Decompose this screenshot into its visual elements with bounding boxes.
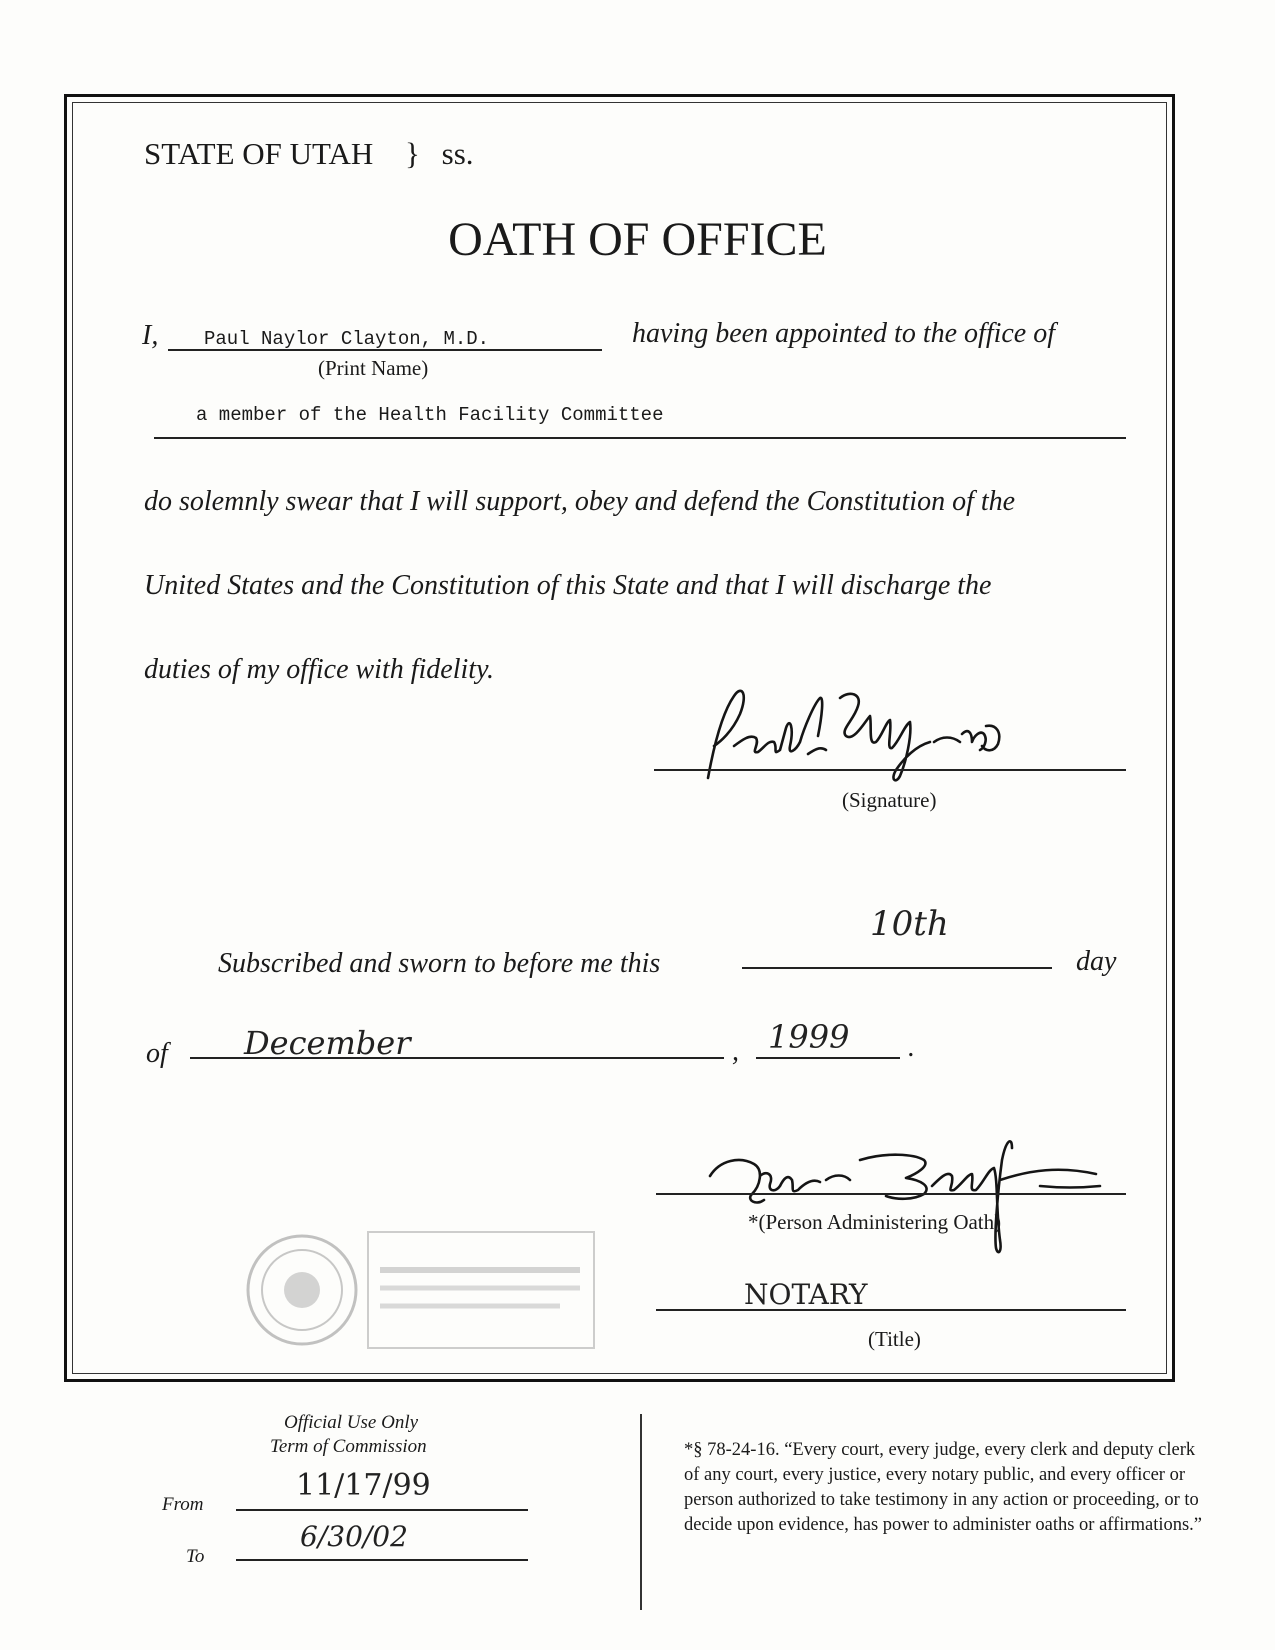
day-value: 10th xyxy=(870,904,949,944)
from-line xyxy=(236,1509,528,1511)
day-label: day xyxy=(1076,946,1117,977)
notary-stamp xyxy=(240,1226,600,1354)
date-period: . xyxy=(908,1032,915,1063)
office-value: a member of the Health Facility Committee xyxy=(196,404,664,426)
handwritten-signature-notary xyxy=(700,1130,1110,1260)
month-line xyxy=(190,1057,724,1059)
month-value: December xyxy=(244,1024,411,1062)
year-value: 1999 xyxy=(768,1018,850,1056)
day-line xyxy=(742,967,1052,969)
from-label: From xyxy=(162,1494,204,1515)
oath-body-line-2: United States and the Constitution of this State and that I will discharge the xyxy=(144,570,992,601)
ss-abbrev: ss. xyxy=(441,136,474,171)
administrator-signature-line xyxy=(656,1193,1126,1195)
from-value: 11/17/99 xyxy=(296,1468,431,1503)
title-value: NOTARY xyxy=(744,1278,868,1311)
print-name-line xyxy=(168,349,602,351)
handwritten-signature-clayton xyxy=(690,676,1020,796)
office-line xyxy=(154,437,1126,439)
term-of-commission-heading: Term of Commission xyxy=(270,1436,427,1457)
signature-line xyxy=(654,769,1126,771)
administrator-label: *(Person Administering Oath) xyxy=(748,1210,1002,1234)
year-line xyxy=(756,1057,900,1059)
to-value: 6/30/02 xyxy=(300,1520,408,1553)
date-comma: , xyxy=(732,1036,739,1067)
notary-seal-icon xyxy=(240,1226,600,1354)
brace: } xyxy=(405,136,420,171)
oath-i-label: I, xyxy=(142,320,159,351)
state-name: STATE OF UTAH xyxy=(144,136,374,171)
of-label: of xyxy=(146,1038,168,1069)
document-title: OATH OF OFFICE xyxy=(448,213,827,266)
to-line xyxy=(236,1559,528,1561)
title-line xyxy=(656,1309,1126,1311)
statute-note: *§ 78-24-16. “Every court, every judge, every clerk and deputy clerk of any court, every justice, every notary public, and every officer or person authorized to take testimony in any action or proceeding, or to decide upon evidence, has power to administer oaths or affirmations.” xyxy=(684,1440,1203,1535)
official-use-heading: Official Use Only xyxy=(284,1412,419,1433)
subscribed-text: Subscribed and sworn to before me this xyxy=(218,948,661,979)
to-label: To xyxy=(186,1546,205,1567)
printed-name-value: Paul Naylor Clayton, M.D. xyxy=(204,328,490,350)
appointed-text: having been appointed to the office of xyxy=(632,318,1056,349)
oath-body-line-1: do solemnly swear that I will support, obey and defend the Constitution of the xyxy=(144,486,1016,517)
footer-divider xyxy=(640,1414,642,1610)
print-name-label: (Print Name) xyxy=(318,356,429,380)
state-heading xyxy=(144,136,474,172)
signature-label: (Signature) xyxy=(842,788,937,812)
title-label: (Title) xyxy=(868,1327,921,1351)
oath-body-line-3: duties of my office with fidelity. xyxy=(144,654,494,685)
